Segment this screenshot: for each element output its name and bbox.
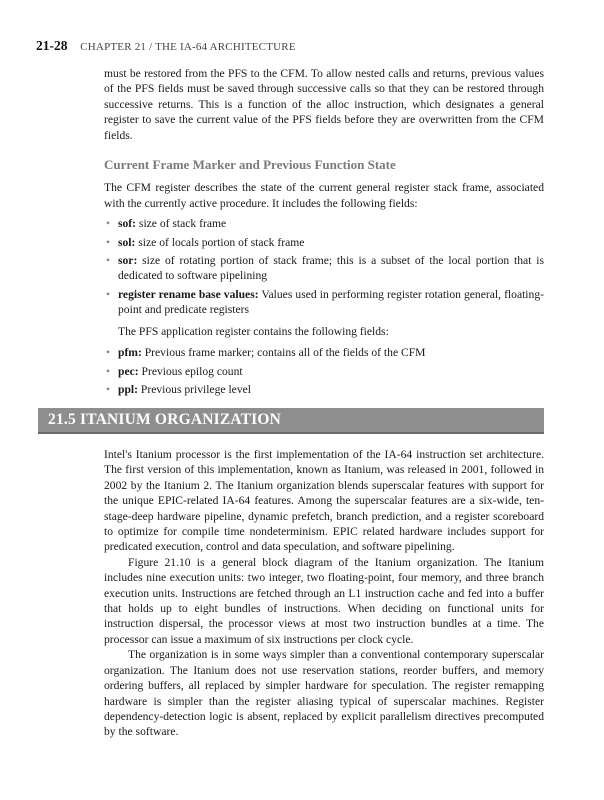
- list-item: [104, 216, 544, 231]
- section-banner: [38, 408, 544, 434]
- upper-content: [104, 66, 544, 403]
- field-text: Values used in performing register rotation general, floating-point and predicate registers: [118, 287, 544, 317]
- list-item: [104, 253, 544, 284]
- field-text: Previous frame marker; contains all of the fields of the CFM: [141, 346, 426, 360]
- cfm-description: The CFM register describes the state of the current general register stack frame, associated with the currently active procedure. It includes the following fields:: [104, 181, 544, 210]
- list-item: [104, 364, 544, 379]
- intro-paragraph: must be restored from the PFS to the CFM. To allow nested calls and returns, previous values of the PFS fields must be saved through successive calls so that they can be restored through successive returns. This is a function of the alloc instruction, which designates a general register to save the current value of the PFS fields before they are overwritten from the CFM fields.: [104, 67, 544, 142]
- field-text: size of locals portion of stack frame: [135, 235, 305, 249]
- bullet-icon: •: [106, 364, 111, 378]
- field-term: sof:: [118, 217, 137, 231]
- field-term: ppl:: [118, 382, 138, 396]
- field-term: pec:: [118, 364, 139, 378]
- cfm-field-list: [104, 216, 544, 317]
- section-body: [104, 447, 544, 740]
- bullet-icon: •: [106, 346, 111, 360]
- list-item: [104, 235, 544, 250]
- pfs-field-list: [104, 345, 544, 397]
- list-item: [104, 382, 544, 397]
- field-term: sol:: [118, 235, 136, 249]
- field-text: size of rotating portion of stack frame; this is a subset of the local portion that is dedicated to software pipelining: [118, 254, 544, 283]
- field-text: size of stack frame: [136, 217, 227, 231]
- page-header: [36, 38, 296, 54]
- bullet-icon: •: [106, 382, 111, 396]
- section-heading: 21.5 ITANIUM ORGANIZATION: [48, 411, 282, 428]
- field-term: pfm:: [118, 346, 142, 360]
- bullet-icon: •: [106, 287, 111, 301]
- subsection-heading: Current Frame Marker and Previous Function State: [104, 157, 396, 173]
- section-paragraph: The organization is in some ways simpler than a conventional contemporary superscalar organization. The Itanium does not use reservation stations, reorder buffers, and memory ordering buffers, all replaced by simpler hardware for speculation. The register remapping hardware is simpler than the register aliasing typical of superscalar machines. Register dependency-detection logic is absent, replaced by explicit parallelism directives precomputed by the software.: [104, 648, 544, 739]
- field-text: Previous privilege level: [137, 382, 251, 396]
- list-item: [104, 345, 544, 360]
- bullet-icon: •: [106, 217, 111, 231]
- bullet-icon: •: [106, 254, 111, 268]
- section-paragraph: Figure 21.10 is a general block diagram of the Itanium organization. The Itanium includes nine execution units: two integer, two floating-point, four memory, and three branch execution units. Instructions are fetched through an L1 instruction cache and fed into a buffer that holds up to eight bundles of instructions. When deciding on functional units for instruction dispersal, the processor views at most two instruction bundles at a time. The processor can issue a maximum of six instructions per clock cycle.: [104, 555, 544, 646]
- field-text: Previous epilog count: [138, 364, 243, 378]
- pfs-intro: The PFS application register contains the following fields:: [118, 324, 389, 338]
- running-title: CHAPTER 21 / THE IA-64 ARCHITECTURE: [80, 41, 296, 53]
- section-paragraph: Intel's Itanium processor is the first implementation of the IA-64 instruction set architecture. The first version of this implementation, known as Itanium, was released in 2001, followed in 2002 by the Itanium 2. The Itanium organization blends superscalar features with support for the unique EPIC-related IA-64 features. Among the superscalar features are a six-wide, ten-stage-deep hardware pipeline, dynamic prefetch, branch prediction, and a register scoreboard to optimize for compile time nondeterminism. EPIC related hardware includes support for predicated execution, control and data speculation, and software pipelining.: [104, 448, 544, 554]
- field-term: register rename base values:: [118, 287, 259, 301]
- page-number: 21-28: [36, 38, 68, 53]
- bullet-icon: •: [106, 235, 111, 249]
- field-term: sor:: [118, 254, 138, 268]
- list-item: [104, 287, 544, 318]
